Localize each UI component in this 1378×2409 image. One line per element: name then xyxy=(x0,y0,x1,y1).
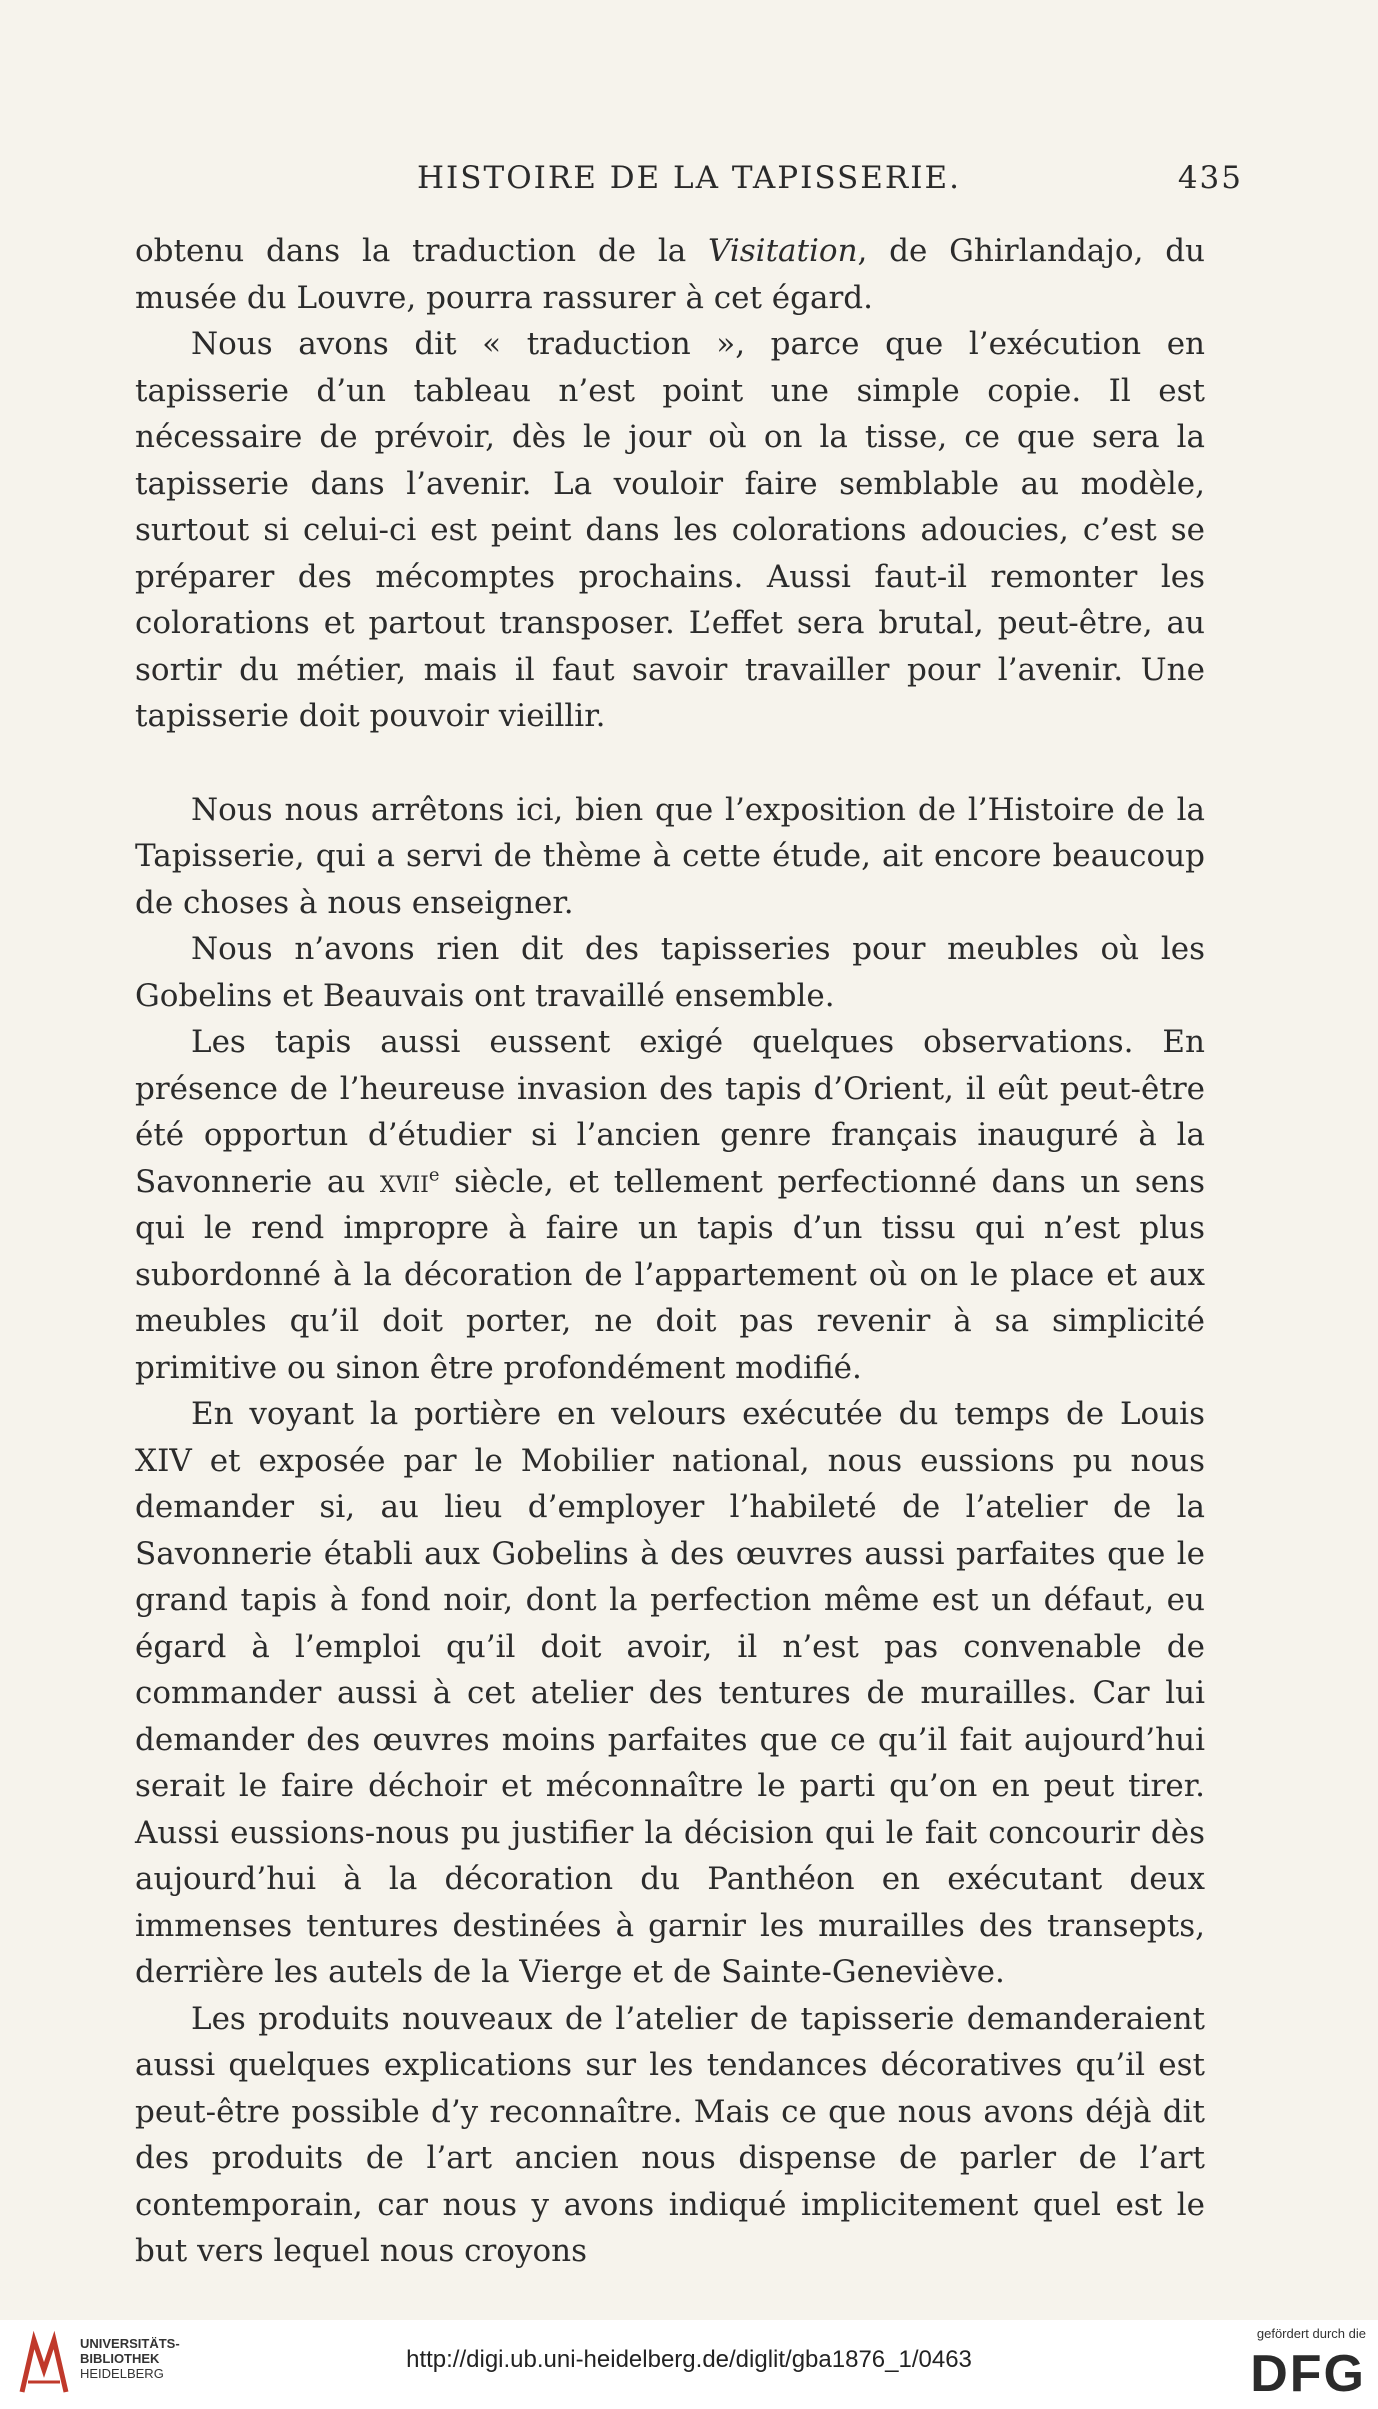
paragraph-2: Nous avons dit « traduction », parce que l’exécution en tapisserie d’un tableau n’est point une simple copie. Il est nécessaire de prévoir, dès le jour où on la tisse, ce que sera la tapisserie dans l’avenir. La vouloir faire semblable au modèle, surtout si celui-ci est peint dans les colorations adoucies, c’est se préparer des mécomptes prochains. Aussi faut-il remonter les colorations et partout transposer. L’effet sera brutal, peut-être, au sortir du métier, mais il faut savoir travailler pour l’avenir. Une tapisserie doit pouvoir vieillir. xyxy=(135,326,1205,734)
library-line-2: BIBLIOTHEK xyxy=(80,2351,160,2366)
superscript: e xyxy=(428,1164,440,1186)
paragraph-3: Nous nous arrêtons ici, bien que l’exposition de l’Histoire de la Tapisserie, qui a servi de thème à cette étude, ait encore beaucoup de choses à nous enseigner. xyxy=(135,791,1205,921)
paragraph-5: Les tapis aussi eussent exigé quelques observations. En présence de l’heureuse invasion des tapis d’Orient, il eût peut-être été opportun d’étudier si l’ancien genre français inauguré à la Savonnerie au xvii$^e$ siècle, et tellement perfectionné dans un sens qui le rend impropre à faire un tapis d’un tissu qui n’est plus subordonné à la décoration de l’appartement où on le place et aux meubles qu’il doit porter, ne doit pas revenir à sa simplicité primitive ou sinon être profondément modifié. xyxy=(135,1024,1205,1386)
dfg-logo xyxy=(1216,2326,1366,2406)
paragraph-6: En voyant la portière en velours exécutée du temps de Louis XIV et exposée par le Mobilier national, nous eussions pu nous demander si, au lieu d’employer l’habileté de l’atelier de la Savonnerie établi aux Gobelins à des œuvres aussi parfaites que le grand tapis à fond noir, dont la perfection même est un défaut, eu égard à l’emploi qu’il doit avoir, il n’est pas convenable de commander aussi à cet atelier des tentures de murailles. Car lui demander des œuvres moins parfaites que ce qu’il fait aujourd’hui serait le faire déchoir et méconnaître le parti qu’on en peut tirer. Aussi eussions-nous pu justifier la décision qui le fait concourir dès aujourd’hui à la décoration du Panthéon en exécutant deux immenses tentures destinées à garnir les murailles des transepts, derrière les autels de la Vierge et de Sainte-Geneviève. xyxy=(135,1396,1205,1990)
running-header xyxy=(135,160,1243,200)
paragraph-1: obtenu dans la traduction de la Visitation, de Ghirlandajo, du musée du Louvre, pourra rassurer à cet égard. xyxy=(135,233,1206,316)
library-line-1: UNIVERSITÄTS- xyxy=(80,2336,180,2351)
body-text xyxy=(135,228,1205,2275)
century-numeral: xvii xyxy=(379,1163,429,1200)
dfg-wordmark: DFG xyxy=(1250,2345,1366,2403)
running-title: HISTOIRE DE LA TAPISSERIE. xyxy=(417,160,961,196)
permalink-url[interactable]: http://digi.ub.uni-heidelberg.de/diglit/gba1876_1/0463 xyxy=(406,2346,972,2373)
funding-text: gefördert durch die xyxy=(1256,2326,1366,2341)
library-line-3: HEIDELBERG xyxy=(80,2366,164,2381)
italic-title: Visitation xyxy=(708,233,858,269)
paragraph-7: Les produits nouveaux de l’atelier de tapisserie demanderaient aussi quelques explications sur les tendances décoratives qu’il est peut-être possible d’y reconnaître. Mais ce que nous avons déjà dit des produits de l’art ancien nous dispense de parler de l’art contemporain, car nous y avons indiqué implicitement quel est le but vers lequel nous croyons xyxy=(135,2000,1205,2269)
page-number: 435 xyxy=(1177,160,1243,196)
paragraph-4: Nous n’avons rien dit des tapisseries pour meubles où les Gobelins et Beauvais ont travaillé ensemble. xyxy=(135,931,1205,1014)
